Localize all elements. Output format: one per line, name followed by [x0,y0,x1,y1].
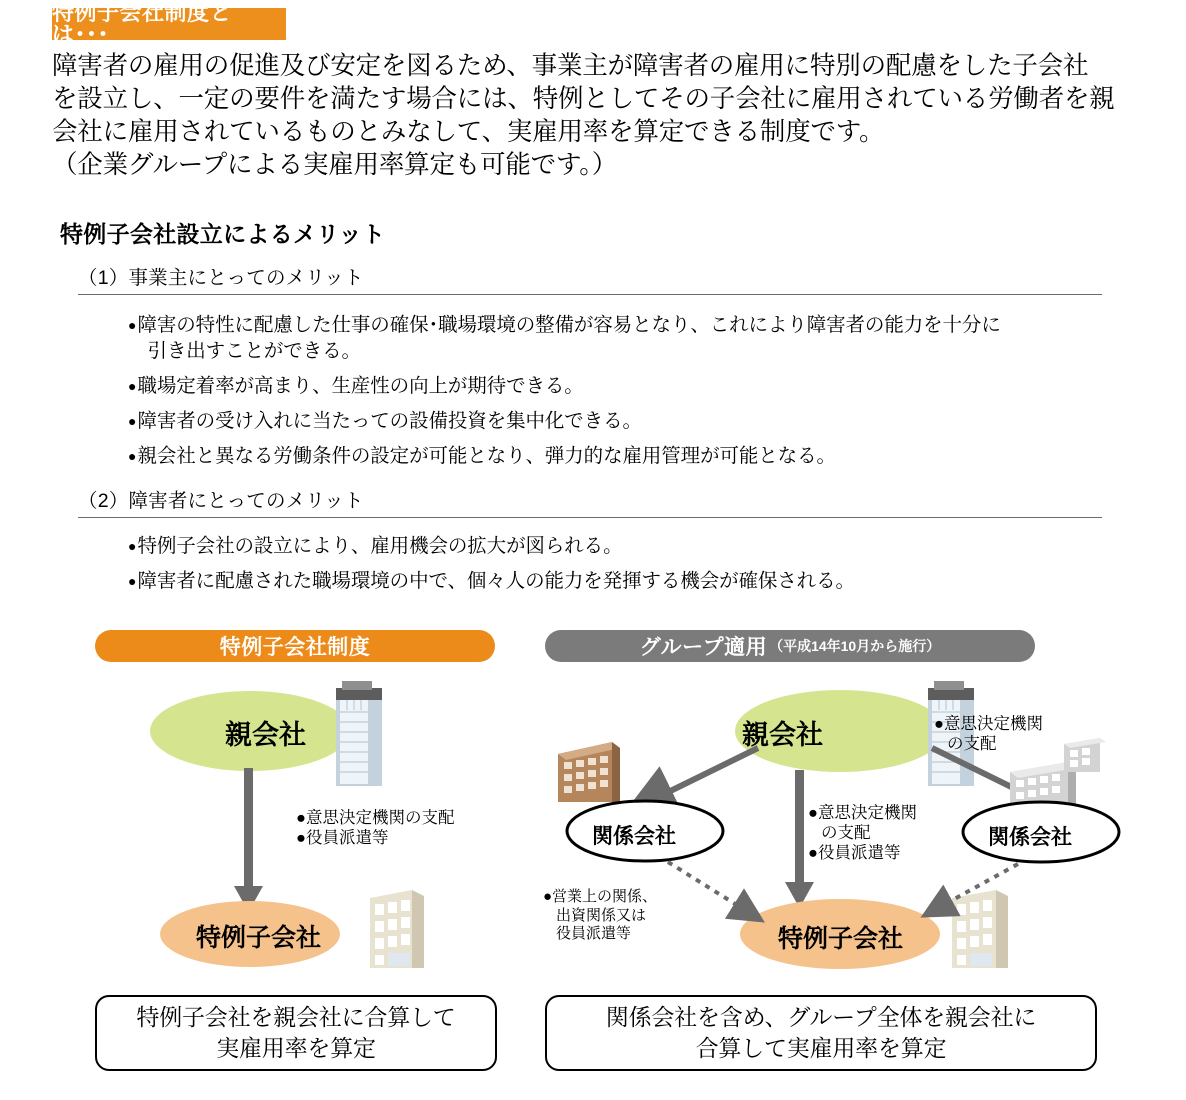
bullet-list-2 [128,533,1138,603]
subsection-title-1: （1）事業主にとってのメリット [78,267,364,289]
section-banner-label: 特例子会社制度とは･･･ [52,0,233,47]
result-line-2: 合算して実雇用率を算定 [695,1035,947,1061]
diagram-right-annotation-center [808,803,917,863]
result-line-1: 関係会社を含め、グループ全体を親会社に [605,1004,1037,1030]
diagram-left-annotation [296,808,454,848]
diagram-right-title-sublabel: （平成14年10月から施行） [769,638,941,654]
bullet-text: 障害者に配慮された職場環境の中で、個々人の能力を発揮する機会が確保される。 [137,570,855,592]
subsection-divider-1 [78,294,1102,295]
bullet-text: 職場定着率が高まり、生産性の向上が期待できる。 [137,375,584,397]
special-subsidiary-label-right: 特例子会社 [778,925,904,953]
control-arrow-down [234,768,263,912]
annotation-line-2: の支配 [821,824,871,842]
result-line-2: 実雇用率を算定 [216,1035,376,1061]
list-item [128,312,1138,364]
diagram-left-title-pill [95,630,495,662]
list-item [128,443,1138,469]
annotation-line-1: ●意思決定機関の支配 [296,809,455,827]
related-company-ellipse-right [963,802,1119,862]
diagram-right-result-box [545,995,1097,1071]
annotation-line-1: ●意思決定機関 [934,715,1043,733]
intro-line-1: 障害者の雇用の促進及び安定を図るため、事業主が障害者の雇用に特別の配慮をした子会社 [52,52,1089,80]
annotation-line-2: 出資関係又は [556,906,647,924]
diagram-right-annotation-right [934,714,1043,754]
annotation-line-3: ●役員派遣等 [808,844,901,862]
bullet-dot-icon: ● [128,378,137,394]
related-company-label-left: 関係会社 [592,825,676,848]
list-item [128,568,1138,594]
special-subsidiary-ellipse [160,901,340,967]
annotation-line-3: 役員派遣等 [556,925,632,942]
bullet-list-1 [128,312,1138,478]
parent-company-ellipse [150,691,350,771]
subsection-title-2: （2）障害者にとってのメリット [78,490,364,512]
parent-company-label-right: 親会社 [742,720,823,750]
special-subsidiary-ellipse [740,899,940,969]
parent-company-label: 親会社 [225,720,306,750]
bullet-text: 特例子会社の設立により、雇用機会の拡大が図られる。 [137,535,623,557]
annotation-line-2: の支配 [947,735,997,753]
subsection-divider-2 [78,517,1102,518]
intro-line-3: 会社に雇用されているものとみなして、実雇用率を算定できる制度です。 [52,118,885,146]
related-building-icon-left [558,742,620,808]
merits-heading: 特例子会社設立によるメリット [60,221,386,247]
bullet-text: 親会社と異なる労働条件の設定が可能となり、弾力的な雇用管理が可能となる。 [137,445,836,467]
bullet-dot-icon: ● [128,448,137,464]
diagram-left-result-box [95,995,497,1071]
small-building-icon [370,890,424,968]
bullet-text: 障害の特性に配慮した仕事の確保･職場環境の整備が容易となり、これにより障害者の能力を十分に [137,314,1001,336]
result-line-1: 特例子会社を親会社に合算して [136,1004,456,1030]
bullet-dot-icon: ● [128,573,137,589]
arrow-left-related-to-subsidiary [668,862,748,912]
intro-line-2: を設立し、一定の要件を満たす場合には、特例としてその子会社に雇用されている労働者を親 [52,85,1115,113]
diagram-right-annotation-left [543,888,657,944]
related-company-label-right: 関係会社 [988,826,1072,849]
bullet-dot-icon: ● [128,413,137,429]
annotation-line-1: ●意思決定機関 [808,804,917,822]
bullet-dot-icon: ● [128,538,137,554]
special-subsidiary-label: 特例子会社 [196,924,322,952]
bullet-dot-icon: ● [128,317,137,333]
diagram-right-title-label: グループ適用 [639,636,768,659]
diagram-right-title-pill [545,630,1035,662]
parent-company-ellipse [735,690,945,772]
bullet-text-continued: 引き出すことができる。 [147,340,361,362]
arrow-parent-to-left-related [650,748,758,801]
bullet-text: 障害者の受け入れに当たっての設備投資を集中化できる。 [137,410,642,432]
office-building-icon [336,681,382,786]
intro-line-4: （企業グループによる実雇用率算定も可能です。） [52,151,618,179]
small-building-icon [952,890,1008,968]
intro-paragraph [52,50,1142,182]
annotation-line-2: ●役員派遣等 [296,829,389,847]
list-item [128,373,1138,399]
related-company-ellipse-left [567,801,723,861]
list-item [128,408,1138,434]
annotation-line-1: ●営業上の関係、 [543,888,658,905]
section-banner [52,0,286,47]
diagram-left-title-label: 特例子会社制度 [219,636,371,659]
list-item [128,533,1138,559]
